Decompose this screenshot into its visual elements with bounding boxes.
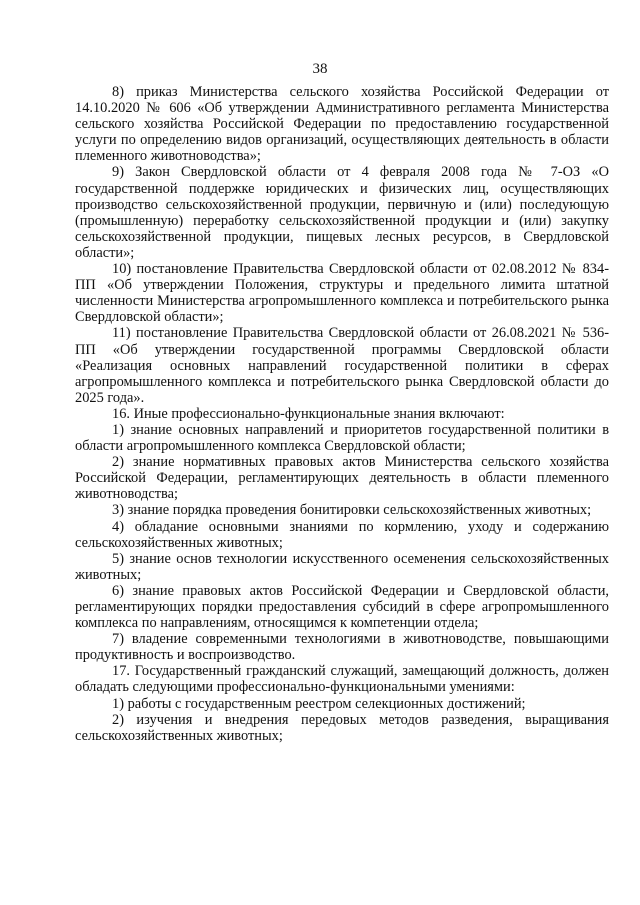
knowledge-item-7: 7) владение современными технологиями в животноводстве, повышающими продуктивность и воспроизводство. <box>75 631 609 664</box>
knowledge-item-2: 2) знание нормативных правовых актов Министерства сельского хозяйства Российской Федерации, регламентирующих деятельность в области племенного животноводства; <box>75 454 609 503</box>
section-16-heading: 16. Иные профессионально-функциональные знания включают: <box>112 405 505 422</box>
knowledge-item-5: 5) знание основ технологии искусственного осеменения сельскохозяйственных животных; <box>75 550 609 583</box>
paragraph-item-10: 10) постановление Правительства Свердловской области от 02.08.2012 № 834-ПП «Об утверждении Положения, структуры и предельного лимита штатной численности Министерства агропромышленного комплекса и потребительского рынка Свердловской области»; <box>75 261 609 326</box>
knowledge-item-4: 4) обладание основными знаниями по кормлению, уходу и содержанию сельскохозяйственных животных; <box>75 518 609 551</box>
knowledge-item-3: 3) знание порядка проведения бонитировки сельскохозяйственных животных; <box>112 502 592 519</box>
section-17-heading: 17. Государственный гражданский служащий, замещающий должность, должен обладать следующими профессионально-функциональными умениями: <box>75 663 609 696</box>
paragraph-item-9: 9) Закон Свердловской области от 4 февраля 2008 года № 7-ОЗ «О государственной поддержке юридических и физических лиц, осуществляющих производство сельскохозяйственной продукции, первичную и (или) последующую (промышленную) переработку сельскохозяйственной продукции и (или) закупку сельскохозяйственной продукции, пищевых лесных ресурсов, в Свердловской области»; <box>75 164 609 261</box>
paragraph-item-8: 8) приказ Министерства сельского хозяйства Российской Федерации от 14.10.2020 № 606 «Об утверждении Административного регламента Министерства сельского хозяйства Российской Федерации по предоставлению государственной услуги по определению видов организаций, осуществляющих деятельность в области племенного животноводства»; <box>75 84 609 165</box>
paragraph-item-11: 11) постановление Правительства Свердловской области от 26.08.2021 № 536-ПП «Об утверждении государственной программы Свердловской области «Реализация основных направлений государственной политики в сферах агропромышленного комплекса и потребительского рынка Свердловской области до 2025 года». <box>75 325 609 406</box>
knowledge-item-1: 1) знание основных направлений и приоритетов государственной политики в области агропромышленного комплекса Свердловской области; <box>75 421 609 455</box>
skill-item-1: 1) работы с государственным реестром селекционных достижений; <box>112 695 526 712</box>
page-number: 38 <box>312 61 328 77</box>
skill-item-2: 2) изучения и внедрения передовых методов разведения, выращивания сельскохозяйственных животных; <box>75 711 609 744</box>
knowledge-item-6: 6) знание правовых актов Российской Федерации и Свердловской области, регламентирующих порядки предоставления субсидий в сфере агропромышленного комплекса по направлениям, относящимся к компетенции отдела; <box>75 582 609 632</box>
document-body <box>75 84 609 744</box>
